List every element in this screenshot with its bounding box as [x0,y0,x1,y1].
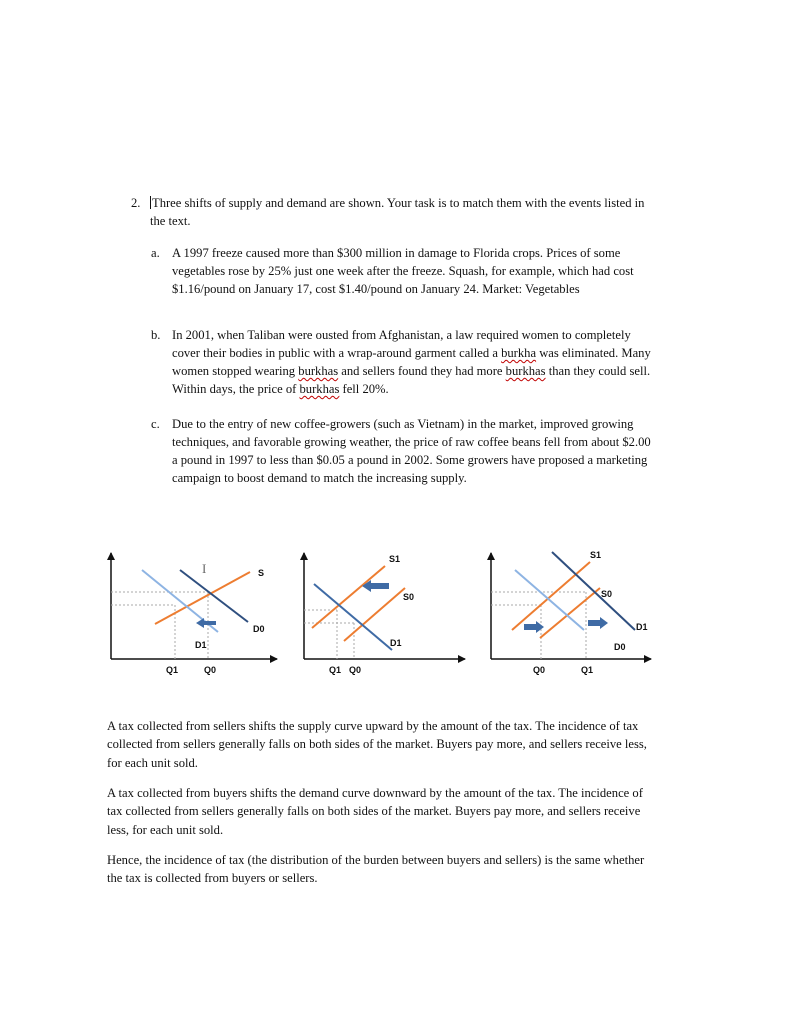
supply-label: S [258,568,265,578]
item-text: A 1997 freeze caused more than $300 million in damage to Florida crops. Prices of some vegetables rose by 25% just one week after the freeze. Squash, for example, which had cost $1.16/pound on January 17, cost $1.40/pound on January 24. Market: Vegetables [172,246,634,296]
chart-3 [491,550,651,675]
supply-curve [155,572,250,624]
chart-1 [111,553,277,675]
item-text-part: fell 20%. [339,382,389,396]
item-text-part: was eliminated. Many women stopped wearing [172,346,651,378]
demand-label-old: D0 [614,642,626,652]
supply-label-old: S0 [403,592,415,602]
text-cursor [150,196,151,209]
supply-label-old: S0 [601,589,613,599]
item-label: b. [151,328,161,342]
shift-arrow [196,618,216,628]
x-tick-label: Q0 [204,665,217,675]
demand-curve-new [515,570,584,630]
supply-label-new: S1 [590,550,602,560]
item-text [172,326,654,398]
cursor-glyph: I [202,561,207,576]
x-tick-label: Q0 [349,665,362,675]
x-tick-label: Q1 [329,665,342,675]
demand-label-new: D1 [195,640,207,650]
paragraph-conclusion: Hence, the incidence of tax (the distribution of the burden between buyers and sellers) is the same whether the tax is collected from buyers or sellers. [107,853,645,886]
supply-curve-old [344,588,405,641]
demand-label-new: D1 [636,622,648,632]
item-text-part: than they could sell. Within days, the price of [172,364,651,396]
chart-2 [304,553,465,675]
question-number: 2. [131,196,141,210]
item-text-part: and sellers found they had more [338,364,506,378]
paragraph-buyer-tax: A tax collected from buyers shifts the demand curve downward by the amount of the tax. The incidence of tax collected from sellers generally falls on both sides of the market. Buyers pay more, and sellers receive less, for each unit sold. [107,786,643,837]
question-text [150,194,660,230]
demand-label: D1 [390,638,402,648]
supply-demand-charts [100,540,660,680]
question-text-content: Three shifts of supply and demand are shown. Your task is to match them with the events listed in the text. [150,196,645,228]
item-label: a. [151,246,160,260]
shift-arrow [588,617,608,629]
supply-curve-new [312,566,385,628]
spelling-flagged-word: burkhas [505,364,546,378]
x-tick-label: Q1 [581,665,594,675]
spelling-flagged-word: burkha [501,346,537,360]
demand-label-old: D0 [253,624,265,634]
x-tick-label: Q0 [533,665,546,675]
supply-label-new: S1 [389,554,401,564]
item-label: c. [151,417,160,431]
item-text-part: In 2001, when Taliban were ousted from Afghanistan, a law required women to completely cover their bodies in public with a wrap-around garment called a [172,328,631,360]
spelling-flagged-word: burkhas [298,364,339,378]
spelling-flagged-word: burkhas [299,382,340,396]
item-text: Due to the entry of new coffee-growers (such as Vietnam) in the market, improved growing techniques, and favorable growing weather, the price of raw coffee beans fell from about $2.00 a pound in 1997 to less than $0.05 a pound in 2002. Some growers have proposed a marketing campaign to boost demand to match the increasing supply. [172,417,651,485]
supply-curve-old [540,588,600,638]
x-tick-label: Q1 [166,665,179,675]
paragraph-seller-tax: A tax collected from sellers shifts the supply curve upward by the amount of the tax. The incidence of tax collected from sellers generally falls on both sides of the market. Buyers pay more, and sellers receive less, for each unit sold. [107,719,647,770]
supply-curve-new [512,562,590,630]
